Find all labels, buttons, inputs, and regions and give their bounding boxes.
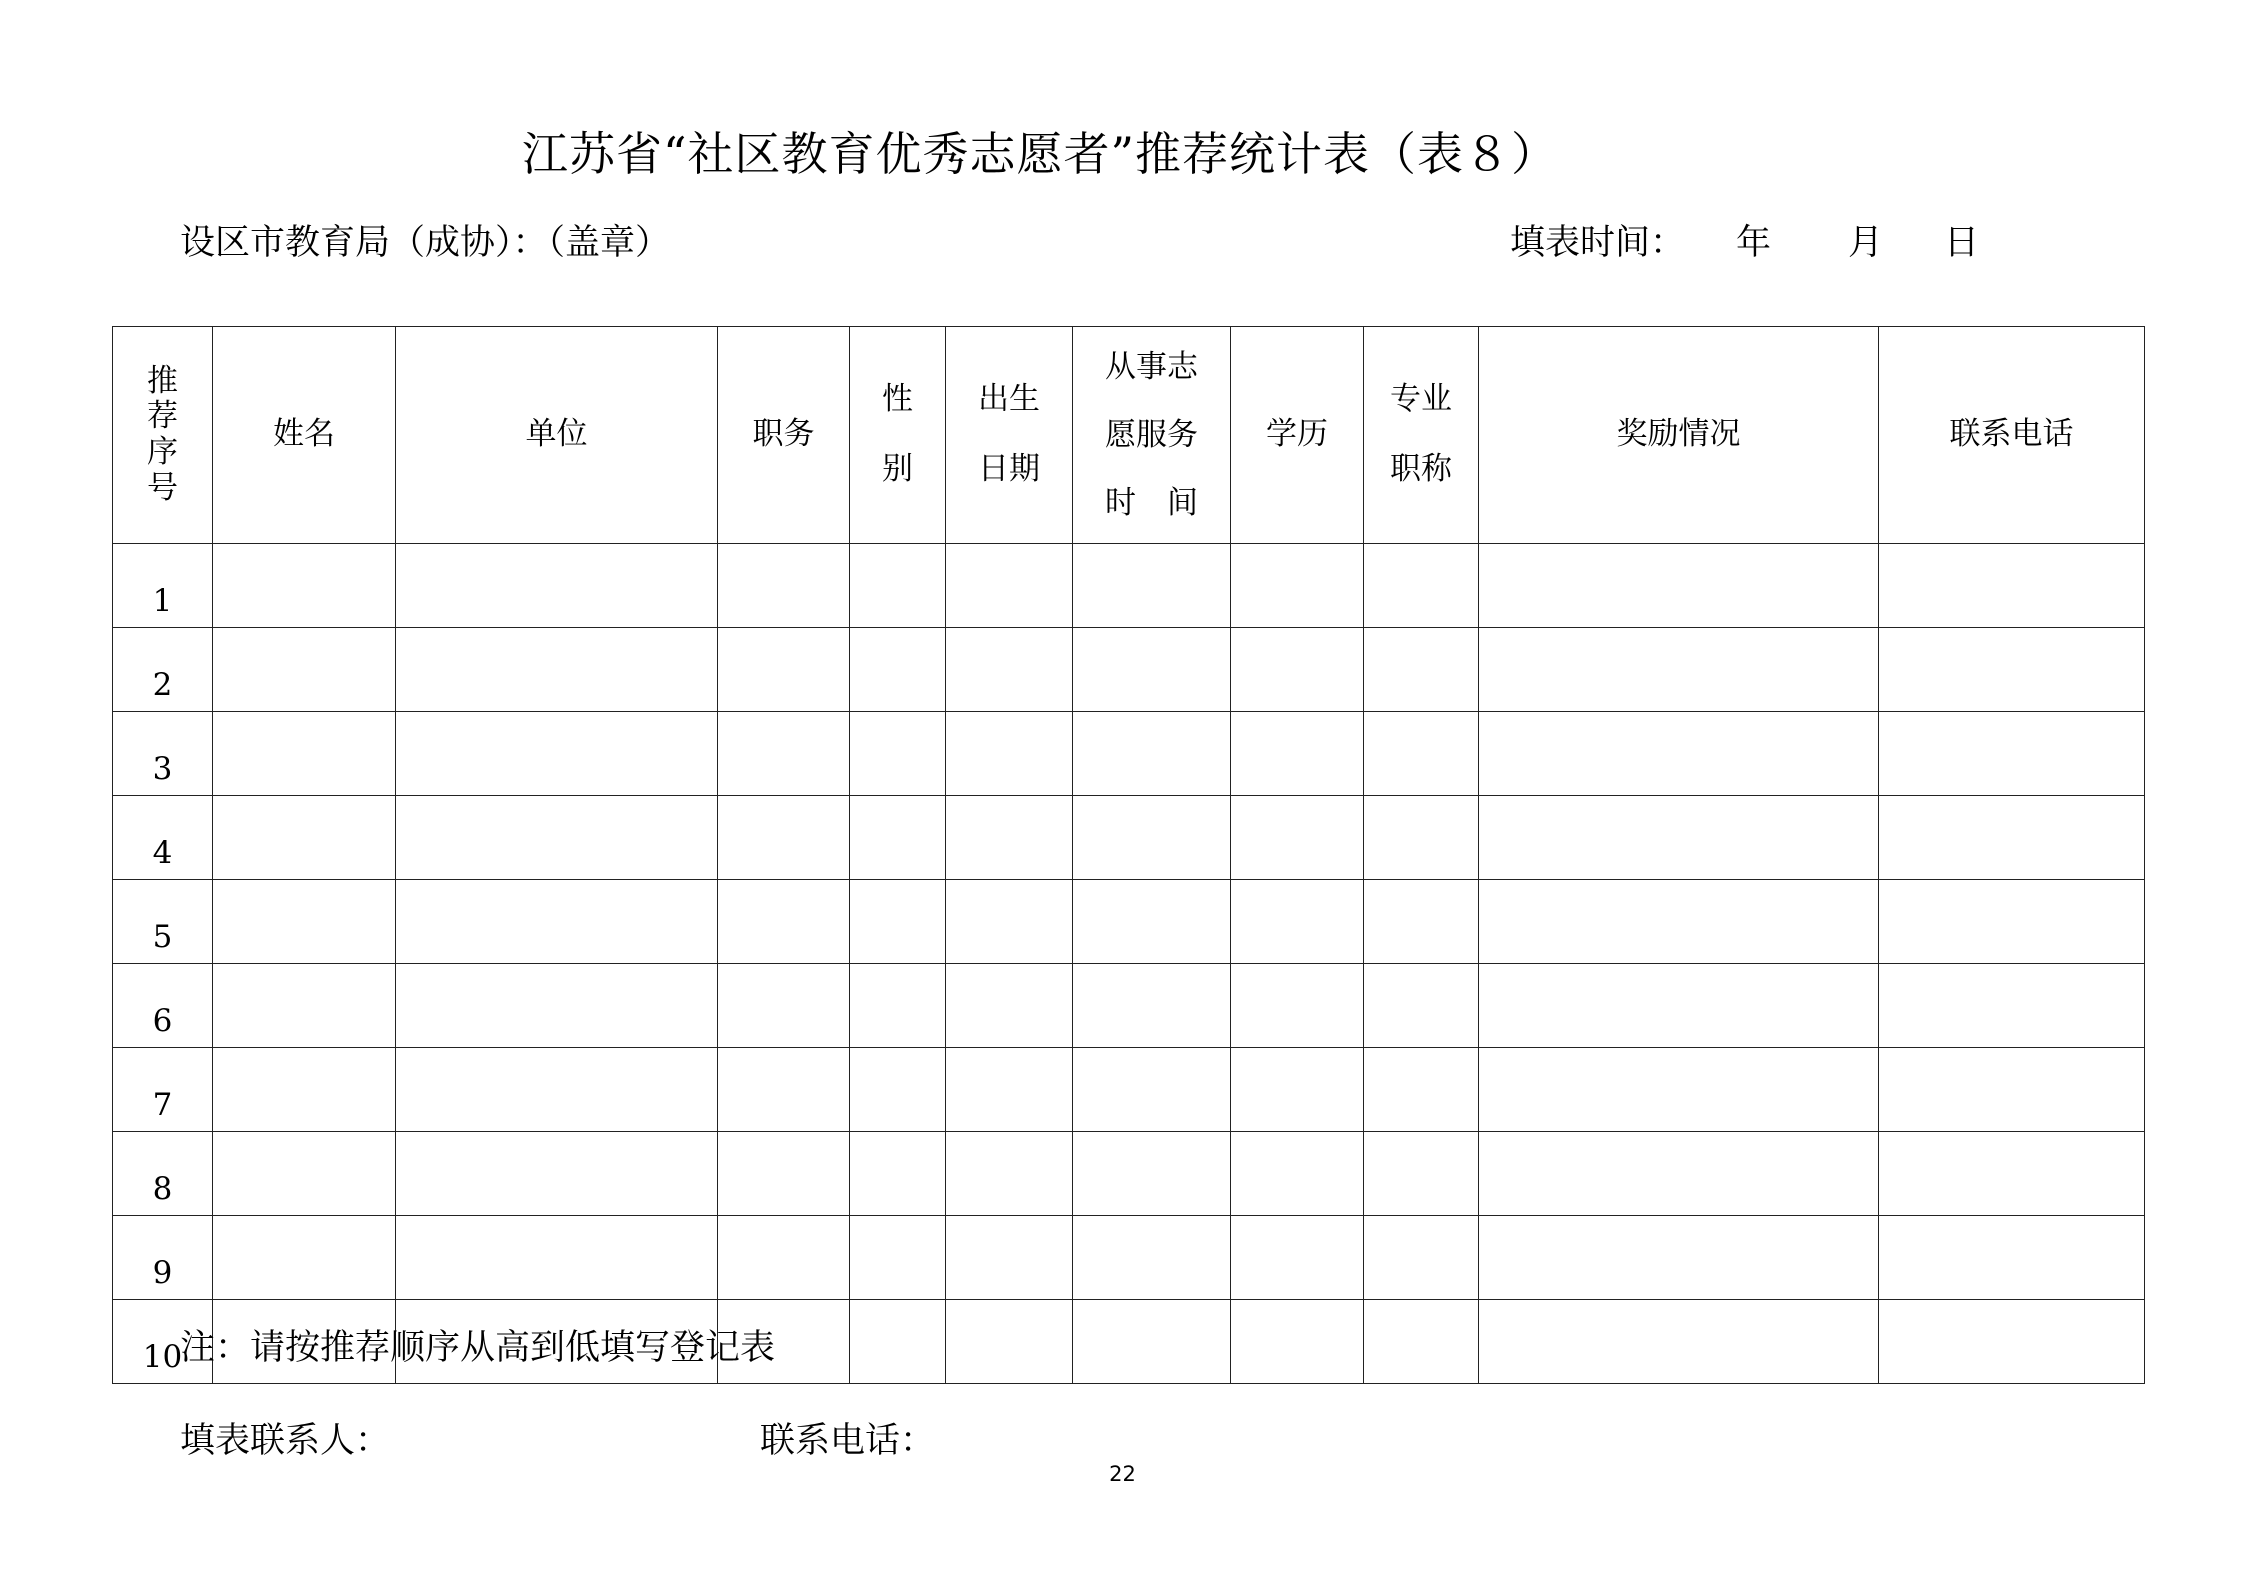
empty-cell[interactable] <box>718 544 850 628</box>
empty-cell[interactable] <box>1073 1300 1231 1384</box>
empty-cell[interactable] <box>850 796 946 880</box>
empty-cell[interactable] <box>1073 1048 1231 1132</box>
row-seq-number: 9 <box>113 1216 213 1300</box>
empty-cell[interactable] <box>718 712 850 796</box>
empty-cell[interactable] <box>946 1132 1073 1216</box>
row-seq-number: 3 <box>113 712 213 796</box>
row-seq-number: 4 <box>113 796 213 880</box>
empty-cell[interactable] <box>1879 1048 2145 1132</box>
header-gender: 性 别 <box>850 327 946 544</box>
empty-cell[interactable] <box>946 712 1073 796</box>
empty-cell[interactable] <box>1479 1048 1879 1132</box>
year-label: 年 <box>1736 223 1772 263</box>
fill-time-label: 填表时间： <box>1510 223 1686 263</box>
empty-cell[interactable] <box>718 796 850 880</box>
empty-cell[interactable] <box>1231 712 1364 796</box>
header-name: 姓名 <box>213 327 396 544</box>
header-unit: 单位 <box>396 327 718 544</box>
empty-cell[interactable] <box>1364 1300 1479 1384</box>
row-seq-number: 7 <box>113 1048 213 1132</box>
empty-cell[interactable] <box>946 880 1073 964</box>
empty-cell[interactable] <box>946 1300 1073 1384</box>
table-row <box>113 544 2145 628</box>
header-service-time: 从事志 愿服务 时 间 <box>1073 327 1231 544</box>
table-header-row <box>113 327 2145 544</box>
table-row <box>113 796 2145 880</box>
empty-cell[interactable] <box>1073 544 1231 628</box>
empty-cell[interactable] <box>718 1132 850 1216</box>
empty-cell[interactable] <box>1364 796 1479 880</box>
org-stamp-line: 设区市教育局（成协）：（盖章） <box>180 223 671 263</box>
empty-cell[interactable] <box>946 1216 1073 1300</box>
empty-cell[interactable] <box>718 1216 850 1300</box>
header-seq: 推 荐 序 号 <box>113 327 213 544</box>
table-row <box>113 1048 2145 1132</box>
empty-cell[interactable] <box>1879 628 2145 712</box>
empty-cell[interactable] <box>213 628 396 712</box>
empty-cell[interactable] <box>1879 796 2145 880</box>
empty-cell[interactable] <box>1364 712 1479 796</box>
empty-cell[interactable] <box>1231 1300 1364 1384</box>
empty-cell[interactable] <box>1879 964 2145 1048</box>
empty-cell[interactable] <box>1231 628 1364 712</box>
empty-cell[interactable] <box>718 1048 850 1132</box>
empty-cell[interactable] <box>946 628 1073 712</box>
document-title: 江苏省“社区教育优秀志愿者”推荐统计表（表８） <box>521 127 1559 181</box>
header-position: 职务 <box>718 327 850 544</box>
empty-cell[interactable] <box>396 880 718 964</box>
empty-cell[interactable] <box>1231 796 1364 880</box>
empty-cell[interactable] <box>213 1216 396 1300</box>
empty-cell[interactable] <box>718 880 850 964</box>
empty-cell[interactable] <box>396 796 718 880</box>
empty-cell[interactable] <box>1364 628 1479 712</box>
empty-cell[interactable] <box>1479 628 1879 712</box>
empty-cell[interactable] <box>1479 964 1879 1048</box>
empty-cell[interactable] <box>946 1048 1073 1132</box>
header-education: 学历 <box>1231 327 1364 544</box>
empty-cell[interactable] <box>850 544 946 628</box>
table-row <box>113 1216 2145 1300</box>
contact-person-label: 填表联系人： <box>180 1421 391 1461</box>
empty-cell[interactable] <box>1479 880 1879 964</box>
page-number: 22 <box>1109 1462 1136 1486</box>
empty-cell[interactable] <box>1364 1048 1479 1132</box>
empty-cell[interactable] <box>850 1216 946 1300</box>
empty-cell[interactable] <box>850 712 946 796</box>
row-seq-number: 6 <box>113 964 213 1048</box>
empty-cell[interactable] <box>213 796 396 880</box>
recommendation-table <box>112 326 2145 1384</box>
row-seq-number: 1 <box>113 544 213 628</box>
empty-cell[interactable] <box>1073 1216 1231 1300</box>
empty-cell[interactable] <box>1479 544 1879 628</box>
contact-phone-label: 联系电话： <box>760 1421 936 1461</box>
table-row <box>113 964 2145 1048</box>
empty-cell[interactable] <box>1073 712 1231 796</box>
empty-cell[interactable] <box>213 544 396 628</box>
empty-cell[interactable] <box>1073 628 1231 712</box>
empty-cell[interactable] <box>213 1048 396 1132</box>
empty-cell[interactable] <box>1879 880 2145 964</box>
table-row <box>113 880 2145 964</box>
day-label: 日 <box>1944 223 1980 263</box>
empty-cell[interactable] <box>1231 964 1364 1048</box>
empty-cell[interactable] <box>396 1048 718 1132</box>
empty-cell[interactable] <box>1479 712 1879 796</box>
empty-cell[interactable] <box>946 964 1073 1048</box>
empty-cell[interactable] <box>1231 880 1364 964</box>
empty-cell[interactable] <box>850 1048 946 1132</box>
empty-cell[interactable] <box>1479 1132 1879 1216</box>
table-row <box>113 1132 2145 1216</box>
empty-cell[interactable] <box>1073 964 1231 1048</box>
empty-cell[interactable] <box>1879 544 2145 628</box>
empty-cell[interactable] <box>1879 1132 2145 1216</box>
header-professional-title: 专业 职称 <box>1364 327 1479 544</box>
empty-cell[interactable] <box>396 544 718 628</box>
empty-cell[interactable] <box>396 964 718 1048</box>
header-awards: 奖励情况 <box>1479 327 1879 544</box>
empty-cell[interactable] <box>1364 964 1479 1048</box>
empty-cell[interactable] <box>1231 1048 1364 1132</box>
empty-cell[interactable] <box>213 712 396 796</box>
empty-cell[interactable] <box>850 880 946 964</box>
empty-cell[interactable] <box>1879 1216 2145 1300</box>
empty-cell[interactable] <box>718 628 850 712</box>
empty-cell[interactable] <box>1073 796 1231 880</box>
empty-cell[interactable] <box>213 880 396 964</box>
header-phone: 联系电话 <box>1879 327 2145 544</box>
empty-cell[interactable] <box>850 628 946 712</box>
empty-cell[interactable] <box>1364 1216 1479 1300</box>
empty-cell[interactable] <box>1479 1300 1879 1384</box>
empty-cell[interactable] <box>850 1132 946 1216</box>
empty-cell[interactable] <box>396 712 718 796</box>
empty-cell[interactable] <box>1364 880 1479 964</box>
empty-cell[interactable] <box>1364 1132 1479 1216</box>
row-seq-number: 10 <box>113 1300 213 1384</box>
empty-cell[interactable] <box>850 1300 946 1384</box>
empty-cell[interactable] <box>1879 1300 2145 1384</box>
empty-cell[interactable] <box>396 628 718 712</box>
table-row <box>113 628 2145 712</box>
empty-cell[interactable] <box>946 544 1073 628</box>
table-row <box>113 712 2145 796</box>
empty-cell[interactable] <box>1231 1132 1364 1216</box>
empty-cell[interactable] <box>850 964 946 1048</box>
row-seq-number: 5 <box>113 880 213 964</box>
empty-cell[interactable] <box>1479 796 1879 880</box>
empty-cell[interactable] <box>213 964 396 1048</box>
header-birth-date: 出生 日期 <box>946 327 1073 544</box>
empty-cell[interactable] <box>1879 712 2145 796</box>
empty-cell[interactable] <box>1364 544 1479 628</box>
empty-cell[interactable] <box>1073 1132 1231 1216</box>
row-seq-number: 2 <box>113 628 213 712</box>
empty-cell[interactable] <box>1073 880 1231 964</box>
row-seq-number: 8 <box>113 1132 213 1216</box>
empty-cell[interactable] <box>1479 1216 1879 1300</box>
table-note: 注：请按推荐顺序从高到低填写登记表 <box>180 1328 776 1368</box>
empty-cell[interactable] <box>213 1132 396 1216</box>
month-label: 月 <box>1848 223 1884 263</box>
empty-cell[interactable] <box>1231 544 1364 628</box>
empty-cell[interactable] <box>396 1132 718 1216</box>
empty-cell[interactable] <box>718 964 850 1048</box>
empty-cell[interactable] <box>396 1216 718 1300</box>
empty-cell[interactable] <box>946 796 1073 880</box>
empty-cell[interactable] <box>1231 1216 1364 1300</box>
